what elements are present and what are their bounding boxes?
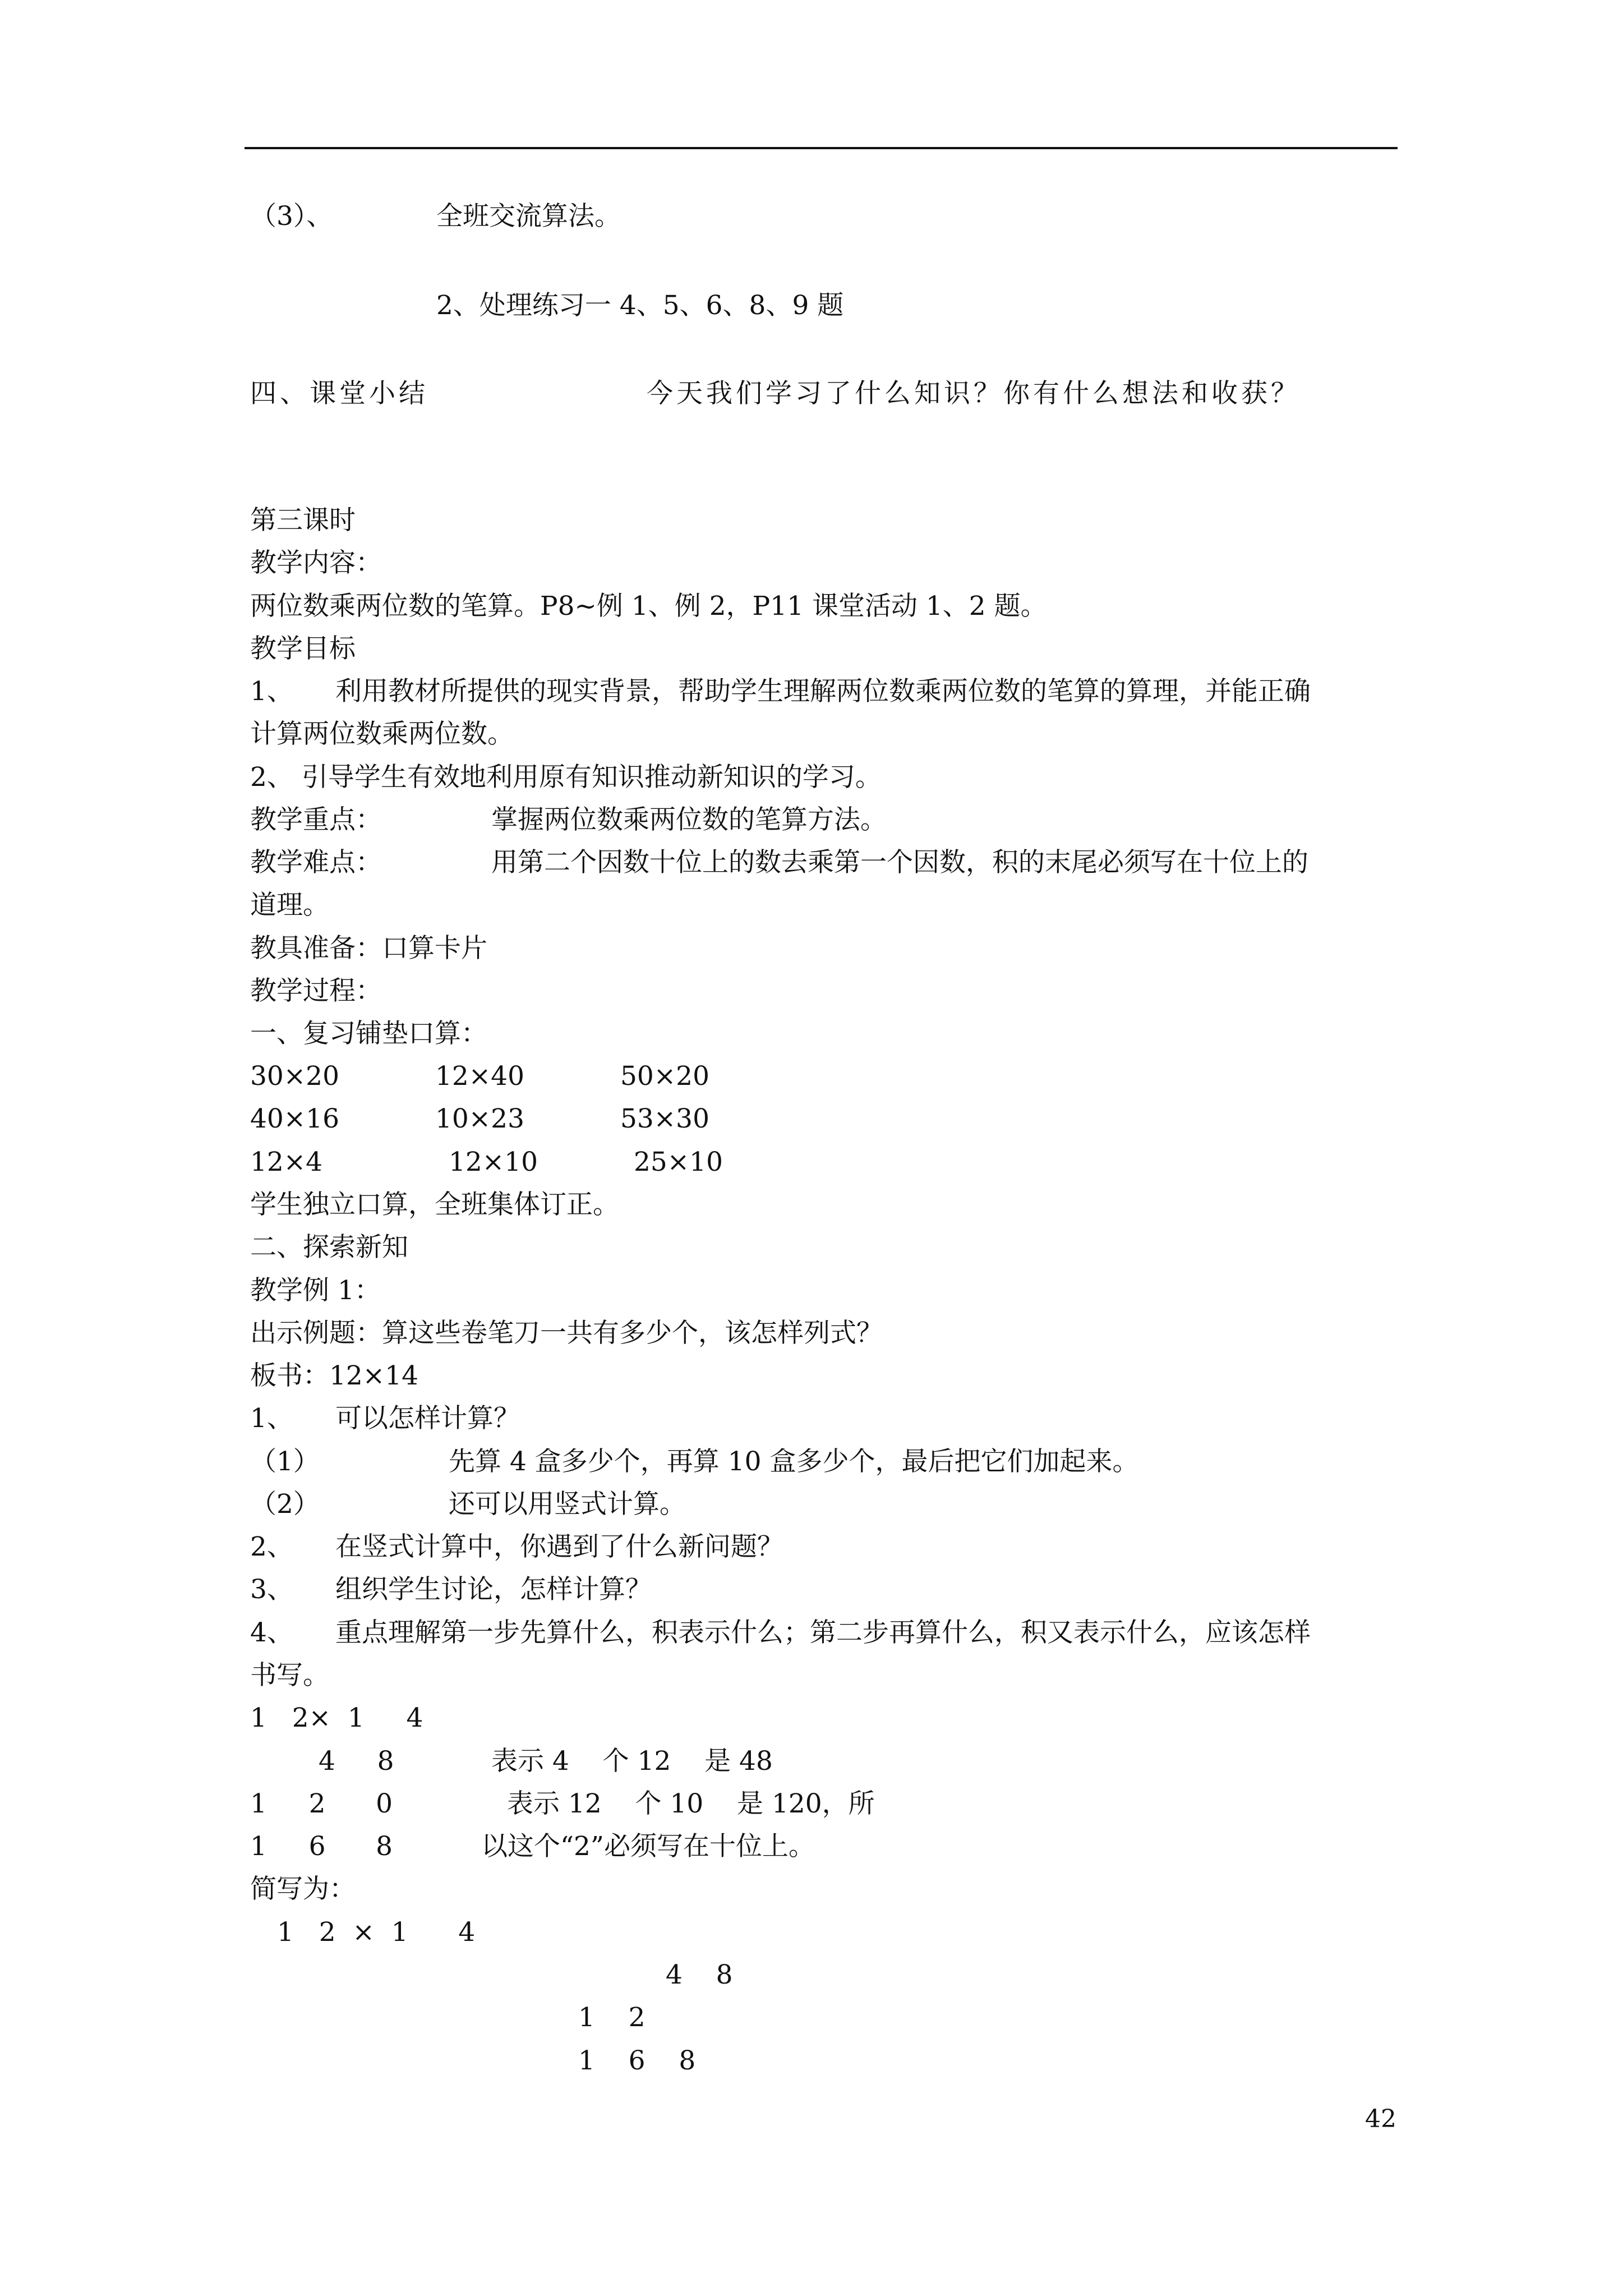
goal1-text-cont: 计算两位数乘两位数。 [250, 719, 514, 749]
page-number: 42 [1365, 2105, 1396, 2133]
oral-item: 12×4 [250, 1147, 323, 1177]
oral-item: 40×16 [250, 1103, 339, 1134]
oral-item: 10×23 [435, 1103, 524, 1134]
key-text: 掌握两位数乘两位数的笔算方法。 [491, 804, 887, 835]
vertical-note-3: 表示 12 个 10 是 120，所 [507, 1788, 875, 1819]
step1-number: 1、 [250, 1403, 293, 1434]
goal1-text: 利用教材所提供的现实背景，帮助学生理解两位数乘两位数的笔算的算理，并能正确 [335, 676, 1311, 707]
tools-line: 教具准备：口算卡片 [250, 933, 487, 964]
example-prompt: 出示例题：算这些卷笔刀一共有多少个，该怎样列式？ [250, 1318, 883, 1349]
shorthand-line-4: 1 6 8 [578, 2045, 696, 2076]
step4-number: 4、 [250, 1617, 293, 1648]
vertical-line-1: 1 2× 1 4 [250, 1703, 423, 1733]
step1a-text: 先算 4 盒多少个，再算 10 盒多少个，最后把它们加起来。 [449, 1446, 1139, 1477]
board-writing: 板书：12×14 [250, 1360, 418, 1391]
item3-number: （3）、 [250, 201, 333, 232]
process-label: 教学过程： [250, 976, 382, 1006]
oral-item: 50×20 [620, 1061, 709, 1092]
oral-item: 25×10 [634, 1147, 723, 1177]
content-label: 教学内容： [250, 547, 382, 578]
step1a-number: （1） [250, 1446, 320, 1477]
vertical-line-2: 4 8 [319, 1746, 394, 1777]
content-text: 两位数乘两位数的笔算。P8~例 1、例 2，P11 课堂活动 1、2 题。 [250, 591, 1047, 622]
difficulty-label: 教学难点： [250, 847, 382, 878]
review-heading: 一、复习铺垫口算： [250, 1018, 487, 1049]
step3-text: 组织学生讨论，怎样计算？ [335, 1574, 652, 1605]
step4-text: 重点理解第一步先算什么，积表示什么；第二步再算什么，积又表示什么，应该怎样 [335, 1617, 1311, 1648]
example-label: 教学例 1： [250, 1275, 381, 1306]
shorthand-line-3: 1 2 [578, 2002, 645, 2033]
step4-text-cont: 书写。 [250, 1660, 329, 1691]
explore-heading: 二、探索新知 [250, 1232, 408, 1263]
oral-item: 12×40 [435, 1061, 524, 1092]
step1b-text: 还可以用竖式计算。 [449, 1489, 686, 1520]
vertical-note-2: 表示 4 个 12 是 48 [491, 1746, 773, 1777]
lesson-title: 第三课时 [250, 505, 356, 536]
step2-text: 在竖式计算中，你遇到了什么新问题？ [335, 1531, 783, 1562]
goal2-text: 2、 引导学生有效地利用原有知识推动新知识的学习。 [250, 762, 882, 793]
item3-text: 全班交流算法。 [436, 201, 621, 232]
vertical-line-4: 1 6 8 [250, 1831, 393, 1862]
shorthand-line-1: 1 2 × 1 4 [277, 1917, 476, 1948]
goal-label: 教学目标 [250, 633, 356, 664]
vertical-line-3: 1 2 0 [250, 1788, 393, 1819]
vertical-note-4: 以这个“2”必须写在十位上。 [481, 1831, 815, 1862]
header-rule [245, 147, 1398, 149]
practice-line: 2、处理练习一 4、5、6、8、9 题 [436, 290, 844, 321]
step3-number: 3、 [250, 1574, 293, 1605]
step1-text: 可以怎样计算？ [335, 1403, 520, 1434]
step1b-number: （2） [250, 1489, 320, 1520]
oral-item: 53×30 [620, 1103, 709, 1134]
oral-note: 学生独立口算，全班集体订正。 [250, 1189, 619, 1220]
difficulty-text: 用第二个因数十位上的数去乘第一个因数，积的末尾必须写在十位上的 [491, 847, 1308, 878]
difficulty-text-cont: 道理。 [250, 890, 329, 921]
shorthand-line-2: 4 8 [666, 1959, 733, 1990]
oral-item: 30×20 [250, 1061, 339, 1092]
goal1-number: 1、 [250, 676, 293, 707]
oral-item: 12×10 [449, 1147, 538, 1177]
summary-question: 今天我们学习了什么知识？你有什么想法和收获？ [647, 378, 1301, 409]
key-label: 教学重点： [250, 804, 382, 835]
summary-heading: 四、课堂小结 [250, 378, 428, 409]
shorthand-label: 简写为： [250, 1874, 356, 1904]
step2-number: 2、 [250, 1531, 293, 1562]
